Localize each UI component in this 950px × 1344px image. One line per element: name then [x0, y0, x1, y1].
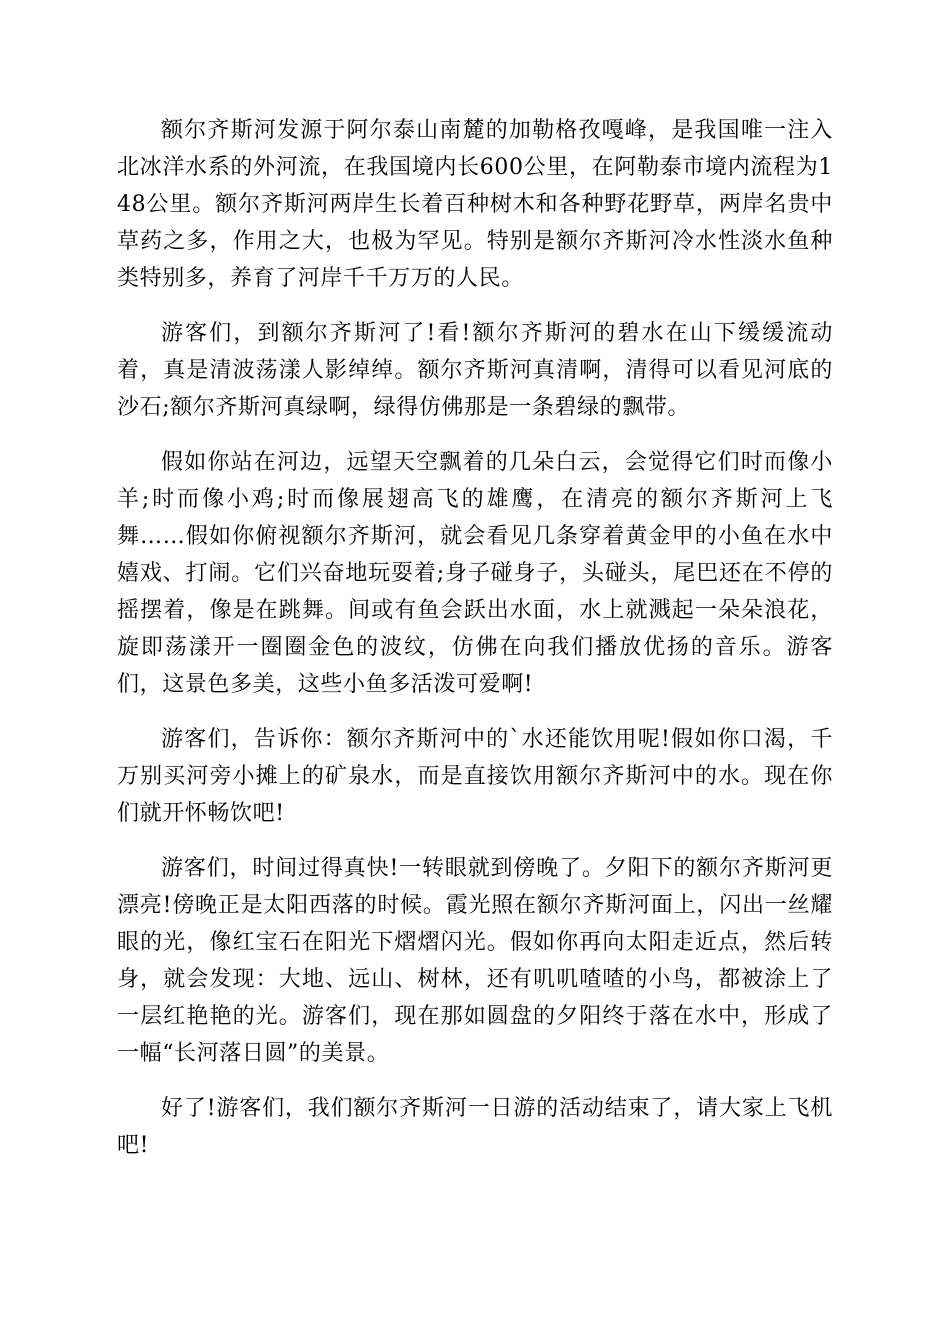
paragraph-3: 假如你站在河边，远望天空飘着的几朵白云，会觉得它们时而像小羊;时而像小鸡;时而像展翅高飞的雄鹰，在清亮的额尔齐斯河上飞舞……假如你俯视额尔齐斯河，就会看见几条穿着黄金甲的小鱼在水中嬉戏、打闹。它们兴奋地玩耍着;身子碰身子，头碰头，尾巴还在不停的摇摆着，像是在跳舞。间或有鱼会跃出水面，水上就溅起一朵朵浪花，旋即荡漾开一圈圈金色的波纹，仿佛在向我们播放优扬的音乐。游客们，这景色多美，这些小鱼多活泼可爱啊!: [117, 450, 833, 697]
paragraph-1: 额尔齐斯河发源于阿尔泰山南麓的加勒格孜嘎峰，是我国唯一注入北冰洋水系的外河流，在我国境内长600公里，在阿勒泰市境内流程为148公里。额尔齐斯河两岸生长着百种树木和各种野花野草，两岸名贵中草药之多，作用之大，也极为罕见。特别是额尔齐斯河冷水性淡水鱼种类特别多，养育了河岸千千万万的人民。: [117, 118, 833, 291]
paragraph-5: 游客们，时间过得真快!一转眼就到傍晚了。夕阳下的额尔齐斯河更漂亮!傍晚正是太阳西落的时候。霞光照在额尔齐斯河面上，闪出一丝耀眼的光，像红宝石在阳光下熠熠闪光。假如你再向太阳走近点，然后转身，就会发现：大地、远山、树林，还有叽叽喳喳的小鸟，都被涂上了一层红艳艳的光。游客们，现在那如圆盘的夕阳终于落在水中，形成了一幅“长河落日圆”的美景。: [117, 856, 833, 1066]
paragraph-4: 游客们，告诉你：额尔齐斯河中的`水还能饮用呢!假如你口渴，千万别买河旁小摊上的矿泉水，而是直接饮用额尔齐斯河中的水。现在你们就开怀畅饮吧!: [117, 727, 833, 826]
paragraph-2: 游客们，到额尔齐斯河了!看!额尔齐斯河的碧水在山下缓缓流动着，真是清波荡漾人影绰绰。额尔齐斯河真清啊，清得可以看见河底的沙石;额尔齐斯河真绿啊，绿得仿佛那是一条碧绿的飘带。: [117, 321, 833, 420]
paragraph-6: 好了!游客们，我们额尔齐斯河一日游的活动结束了，请大家上飞机吧!: [117, 1096, 833, 1158]
document-body: [117, 112, 833, 1182]
